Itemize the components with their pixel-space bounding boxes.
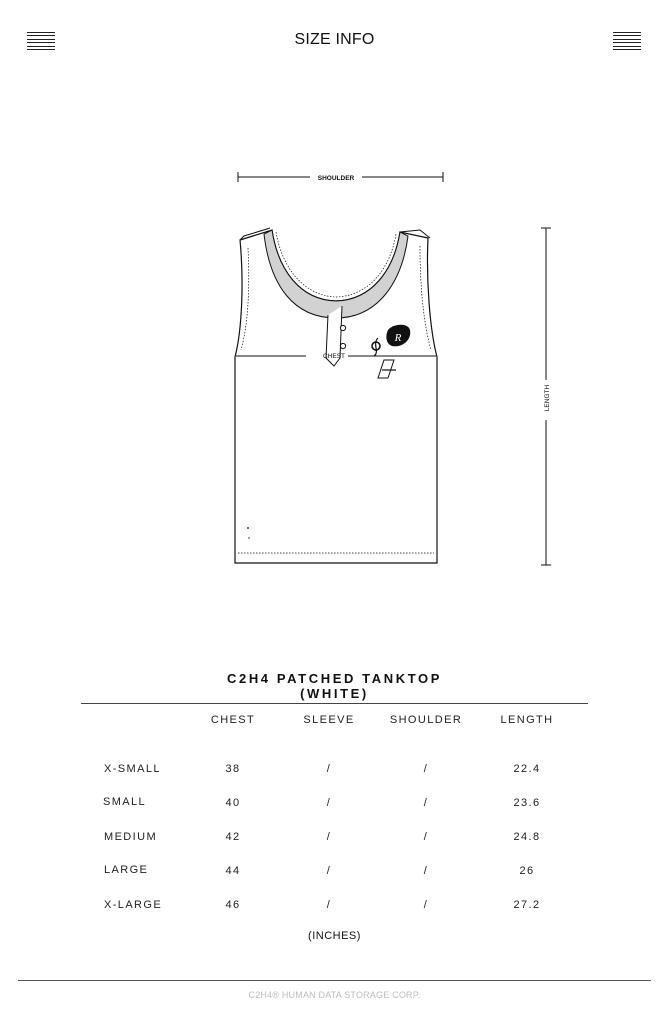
product-color: (WHITE) xyxy=(300,686,369,701)
sleeve-value: / xyxy=(326,763,332,775)
column-header-chest: CHEST xyxy=(210,714,256,726)
length-label: LENGTH xyxy=(544,384,551,412)
size-label: X-LARGE xyxy=(104,899,163,911)
size-label: LARGE xyxy=(104,864,149,876)
shoulder-value: / xyxy=(423,865,429,877)
chest-value: 44 xyxy=(225,865,241,877)
sleeve-value: / xyxy=(326,899,332,911)
page-title: SIZE INFO xyxy=(294,31,375,48)
sleeve-value: / xyxy=(326,865,332,877)
length-value: 23.6 xyxy=(513,797,541,809)
chest-value: 40 xyxy=(225,797,241,809)
shoulder-value: / xyxy=(423,763,429,775)
chest-label: CHEST xyxy=(322,353,346,360)
size-label: X-SMALL xyxy=(104,763,161,775)
length-value: 27.2 xyxy=(513,899,541,911)
chest-value: 38 xyxy=(225,763,241,775)
size-label: MEDIUM xyxy=(104,831,158,843)
sleeve-value: / xyxy=(326,831,332,843)
units-note: (INCHES) xyxy=(308,930,361,942)
shoulder-value: / xyxy=(423,831,429,843)
table-divider xyxy=(81,703,588,704)
length-value: 26 xyxy=(519,865,535,877)
button xyxy=(340,325,345,330)
tanktop-body xyxy=(235,230,437,563)
column-header-shoulder: SHOULDER xyxy=(389,714,463,726)
tag-dot xyxy=(247,527,249,529)
column-header-length: LENGTH xyxy=(500,714,554,726)
column-header-sleeve: SLEEVE xyxy=(303,714,355,726)
footer-divider xyxy=(18,980,651,981)
footer-copyright: C2H4® HUMAN DATA STORAGE CORP. xyxy=(248,990,421,1000)
shoulder-label: SHOULDER xyxy=(317,175,355,182)
button xyxy=(340,343,345,348)
shoulder-value: / xyxy=(423,899,429,911)
chest-value: 46 xyxy=(225,899,241,911)
product-title: C2H4 PATCHED TANKTOP xyxy=(227,671,442,686)
length-value: 22.4 xyxy=(513,763,541,775)
shoulder-value: / xyxy=(423,797,429,809)
svg-text:R: R xyxy=(394,332,402,344)
tag-dot xyxy=(248,537,249,538)
sleeve-value: / xyxy=(326,797,332,809)
size-label: SMALL xyxy=(103,796,147,808)
length-value: 24.8 xyxy=(513,831,541,843)
chest-value: 42 xyxy=(225,831,241,843)
